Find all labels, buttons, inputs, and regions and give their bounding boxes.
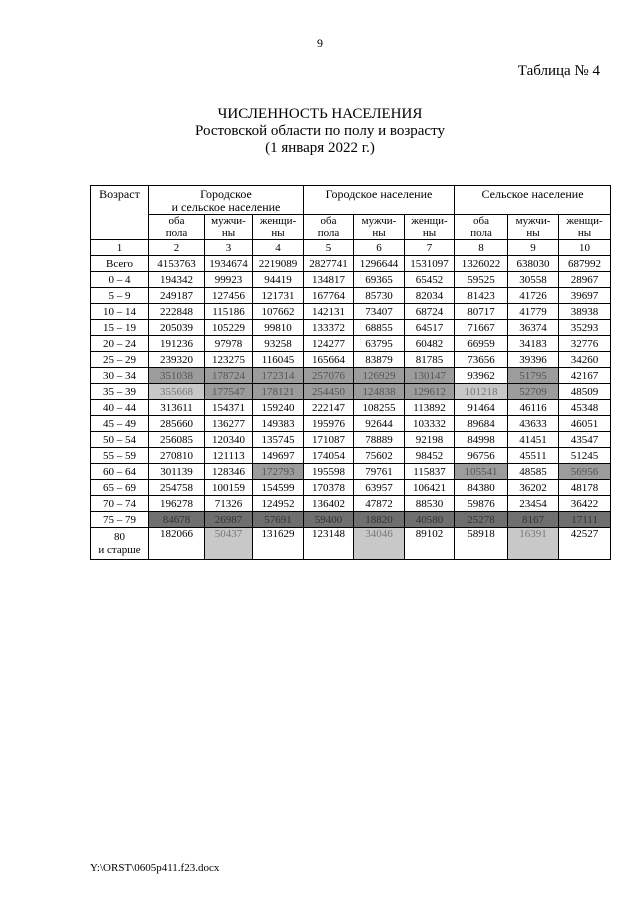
value-cell: 101218	[455, 384, 508, 400]
age-cell: 10 – 14	[91, 304, 149, 320]
value-cell: 46116	[508, 400, 559, 416]
value-cell: 73407	[354, 304, 405, 320]
age-cell: 75 – 79	[91, 512, 149, 528]
value-cell: 124952	[253, 496, 304, 512]
age-cell: 0 – 4	[91, 272, 149, 288]
value-cell: 120340	[205, 432, 253, 448]
value-cell: 97978	[205, 336, 253, 352]
value-cell: 32776	[559, 336, 611, 352]
value-cell: 93962	[455, 368, 508, 384]
value-cell: 254758	[149, 480, 205, 496]
value-cell: 116045	[253, 352, 304, 368]
column-number: 3	[205, 240, 253, 256]
value-cell: 121113	[205, 448, 253, 464]
value-cell: 177547	[205, 384, 253, 400]
value-cell: 124838	[354, 384, 405, 400]
header-group-total	[149, 186, 304, 215]
value-cell: 45511	[508, 448, 559, 464]
value-cell: 301139	[149, 464, 205, 480]
value-cell: 40580	[405, 512, 455, 528]
value-cell: 8167	[508, 512, 559, 528]
column-number: 7	[405, 240, 455, 256]
value-cell: 222848	[149, 304, 205, 320]
value-cell: 42527	[559, 528, 611, 560]
value-cell: 34260	[559, 352, 611, 368]
value-cell: 121731	[253, 288, 304, 304]
table-row	[91, 288, 611, 304]
value-cell: 313611	[149, 400, 205, 416]
subheader-men: мужчи- ны	[354, 215, 405, 240]
table-row	[91, 432, 611, 448]
value-cell: 82034	[405, 288, 455, 304]
value-cell: 154371	[205, 400, 253, 416]
value-cell: 222147	[304, 400, 354, 416]
value-cell: 1531097	[405, 256, 455, 272]
value-cell: 68724	[405, 304, 455, 320]
column-number: 1	[91, 240, 149, 256]
age-cell: 65 – 69	[91, 480, 149, 496]
table-row	[91, 320, 611, 336]
value-cell: 46051	[559, 416, 611, 432]
value-cell: 178121	[253, 384, 304, 400]
value-cell: 78889	[354, 432, 405, 448]
age-cell: 60 – 64	[91, 464, 149, 480]
value-cell: 136277	[205, 416, 253, 432]
subheader-women: женщи- ны	[559, 215, 611, 240]
value-cell: 154599	[253, 480, 304, 496]
value-cell: 83879	[354, 352, 405, 368]
table-row	[91, 448, 611, 464]
value-cell: 43547	[559, 432, 611, 448]
value-cell: 205039	[149, 320, 205, 336]
table-label: Таблица № 4	[517, 63, 600, 79]
table-body	[91, 256, 611, 560]
value-cell: 1326022	[455, 256, 508, 272]
value-cell: 108255	[354, 400, 405, 416]
value-cell: 638030	[508, 256, 559, 272]
value-cell: 84998	[455, 432, 508, 448]
value-cell: 355668	[149, 384, 205, 400]
column-number: 10	[559, 240, 611, 256]
value-cell: 1296644	[354, 256, 405, 272]
value-cell: 171087	[304, 432, 354, 448]
subheader-women: женщи- ны	[405, 215, 455, 240]
value-cell: 115837	[405, 464, 455, 480]
value-cell: 113892	[405, 400, 455, 416]
value-cell: 66959	[455, 336, 508, 352]
title-block	[0, 106, 640, 157]
value-cell: 48178	[559, 480, 611, 496]
value-cell: 84678	[149, 512, 205, 528]
value-cell: 182066	[149, 528, 205, 560]
value-cell: 174054	[304, 448, 354, 464]
table-row	[91, 272, 611, 288]
header-group-total-line1: Городское	[200, 187, 252, 201]
value-cell: 92644	[354, 416, 405, 432]
value-cell: 36374	[508, 320, 559, 336]
value-cell: 123275	[205, 352, 253, 368]
value-cell: 4153763	[149, 256, 205, 272]
value-cell: 71667	[455, 320, 508, 336]
value-cell: 256085	[149, 432, 205, 448]
value-cell: 94419	[253, 272, 304, 288]
value-cell: 100159	[205, 480, 253, 496]
value-cell: 59400	[304, 512, 354, 528]
column-number-row	[91, 240, 611, 256]
value-cell: 195976	[304, 416, 354, 432]
table-row	[91, 496, 611, 512]
value-cell: 65452	[405, 272, 455, 288]
value-cell: 142131	[304, 304, 354, 320]
value-cell: 89684	[455, 416, 508, 432]
value-cell: 178724	[205, 368, 253, 384]
age-cell: 20 – 24	[91, 336, 149, 352]
value-cell: 270810	[149, 448, 205, 464]
value-cell: 34183	[508, 336, 559, 352]
subheader-men: мужчи- ны	[205, 215, 253, 240]
subheader-both-sexes: оба пола	[304, 215, 354, 240]
value-cell: 34046	[354, 528, 405, 560]
value-cell: 16391	[508, 528, 559, 560]
header-group-total-line2: и сельское население	[171, 200, 281, 214]
value-cell: 30558	[508, 272, 559, 288]
value-cell: 18820	[354, 512, 405, 528]
subheader-women: женщи- ны	[253, 215, 304, 240]
table-row	[91, 304, 611, 320]
value-cell: 59525	[455, 272, 508, 288]
value-cell: 36422	[559, 496, 611, 512]
age-cell: 5 – 9	[91, 288, 149, 304]
table-row	[91, 336, 611, 352]
age-cell: 55 – 59	[91, 448, 149, 464]
value-cell: 687992	[559, 256, 611, 272]
value-cell: 99923	[205, 272, 253, 288]
value-cell: 56956	[559, 464, 611, 480]
age-cell: 50 – 54	[91, 432, 149, 448]
page-date: (1 января 2022 г.)	[265, 140, 375, 156]
value-cell: 69365	[354, 272, 405, 288]
column-number: 4	[253, 240, 304, 256]
table-row	[91, 416, 611, 432]
value-cell: 39697	[559, 288, 611, 304]
value-cell: 98452	[405, 448, 455, 464]
value-cell: 75602	[354, 448, 405, 464]
value-cell: 105229	[205, 320, 253, 336]
value-cell: 39396	[508, 352, 559, 368]
value-cell: 23454	[508, 496, 559, 512]
value-cell: 170378	[304, 480, 354, 496]
value-cell: 129612	[405, 384, 455, 400]
file-path: Y:\ORST\0605p411.f23.docx	[90, 862, 220, 874]
value-cell: 149697	[253, 448, 304, 464]
age-cell: 35 – 39	[91, 384, 149, 400]
value-cell: 80717	[455, 304, 508, 320]
value-cell: 135745	[253, 432, 304, 448]
subheader-both-sexes: оба пола	[149, 215, 205, 240]
value-cell: 172793	[253, 464, 304, 480]
value-cell: 92198	[405, 432, 455, 448]
value-cell: 149383	[253, 416, 304, 432]
value-cell: 81423	[455, 288, 508, 304]
value-cell: 28967	[559, 272, 611, 288]
value-cell: 51245	[559, 448, 611, 464]
value-cell: 254450	[304, 384, 354, 400]
page-title: ЧИСЛЕННОСТЬ НАСЕЛЕНИЯ	[217, 106, 423, 122]
value-cell: 48509	[559, 384, 611, 400]
table-row	[91, 464, 611, 480]
value-cell: 194342	[149, 272, 205, 288]
value-cell: 196278	[149, 496, 205, 512]
table-row	[91, 384, 611, 400]
page-number: 9	[317, 36, 323, 50]
subheader-both-sexes: оба пола	[455, 215, 508, 240]
value-cell: 351038	[149, 368, 205, 384]
age-cell: 45 – 49	[91, 416, 149, 432]
value-cell: 38938	[559, 304, 611, 320]
value-cell: 85730	[354, 288, 405, 304]
value-cell: 93258	[253, 336, 304, 352]
table-row	[91, 512, 611, 528]
value-cell: 128346	[205, 464, 253, 480]
column-number: 5	[304, 240, 354, 256]
value-cell: 73656	[455, 352, 508, 368]
value-cell: 51795	[508, 368, 559, 384]
value-cell: 131629	[253, 528, 304, 560]
value-cell: 41451	[508, 432, 559, 448]
value-cell: 45348	[559, 400, 611, 416]
value-cell: 43633	[508, 416, 559, 432]
value-cell: 25278	[455, 512, 508, 528]
value-cell: 126929	[354, 368, 405, 384]
age-cell: Всего	[91, 256, 149, 272]
value-cell: 130147	[405, 368, 455, 384]
age-cell: 15 – 19	[91, 320, 149, 336]
value-cell: 2219089	[253, 256, 304, 272]
value-cell: 63957	[354, 480, 405, 496]
value-cell: 165664	[304, 352, 354, 368]
value-cell: 191236	[149, 336, 205, 352]
column-number: 6	[354, 240, 405, 256]
value-cell: 239320	[149, 352, 205, 368]
table-row	[91, 368, 611, 384]
table-row	[91, 256, 611, 272]
value-cell: 60482	[405, 336, 455, 352]
value-cell: 79761	[354, 464, 405, 480]
value-cell: 59876	[455, 496, 508, 512]
value-cell: 81785	[405, 352, 455, 368]
value-cell: 285660	[149, 416, 205, 432]
value-cell: 133372	[304, 320, 354, 336]
value-cell: 57691	[253, 512, 304, 528]
value-cell: 136402	[304, 496, 354, 512]
value-cell: 99810	[253, 320, 304, 336]
value-cell: 71326	[205, 496, 253, 512]
value-cell: 105541	[455, 464, 508, 480]
value-cell: 58918	[455, 528, 508, 560]
value-cell: 84380	[455, 480, 508, 496]
column-number: 2	[149, 240, 205, 256]
value-cell: 172314	[253, 368, 304, 384]
value-cell: 134817	[304, 272, 354, 288]
age-cell: 70 – 74	[91, 496, 149, 512]
age-cell: 30 – 34	[91, 368, 149, 384]
value-cell: 249187	[149, 288, 205, 304]
value-cell: 115186	[205, 304, 253, 320]
column-number: 8	[455, 240, 508, 256]
header-group-rural: Сельское население	[455, 186, 611, 215]
value-cell: 50437	[205, 528, 253, 560]
subheader-men: мужчи- ны	[508, 215, 559, 240]
value-cell: 91464	[455, 400, 508, 416]
subheader-row	[91, 215, 611, 240]
value-cell: 195598	[304, 464, 354, 480]
value-cell: 17111	[559, 512, 611, 528]
value-cell: 159240	[253, 400, 304, 416]
table-row	[91, 480, 611, 496]
value-cell: 48585	[508, 464, 559, 480]
age-cell: 40 – 44	[91, 400, 149, 416]
value-cell: 1934674	[205, 256, 253, 272]
value-cell: 96756	[455, 448, 508, 464]
table-row	[91, 352, 611, 368]
table-row	[91, 528, 611, 560]
header-group-urban: Городское население	[304, 186, 455, 215]
value-cell: 35293	[559, 320, 611, 336]
value-cell: 88530	[405, 496, 455, 512]
age-cell: 80 и старше	[91, 528, 149, 560]
population-table	[90, 185, 611, 560]
page-subtitle: Ростовской области по полу и возрасту	[195, 123, 445, 139]
value-cell: 127456	[205, 288, 253, 304]
value-cell: 68855	[354, 320, 405, 336]
column-number: 9	[508, 240, 559, 256]
value-cell: 47872	[354, 496, 405, 512]
value-cell: 2827741	[304, 256, 354, 272]
value-cell: 41779	[508, 304, 559, 320]
value-cell: 167764	[304, 288, 354, 304]
value-cell: 124277	[304, 336, 354, 352]
table-row	[91, 400, 611, 416]
value-cell: 42167	[559, 368, 611, 384]
value-cell: 63795	[354, 336, 405, 352]
value-cell: 103332	[405, 416, 455, 432]
value-cell: 52709	[508, 384, 559, 400]
value-cell: 107662	[253, 304, 304, 320]
header-age: Возраст	[91, 186, 149, 240]
value-cell: 36202	[508, 480, 559, 496]
value-cell: 41726	[508, 288, 559, 304]
value-cell: 26987	[205, 512, 253, 528]
value-cell: 64517	[405, 320, 455, 336]
value-cell: 106421	[405, 480, 455, 496]
value-cell: 123148	[304, 528, 354, 560]
value-cell: 257076	[304, 368, 354, 384]
age-cell: 25 – 29	[91, 352, 149, 368]
value-cell: 89102	[405, 528, 455, 560]
